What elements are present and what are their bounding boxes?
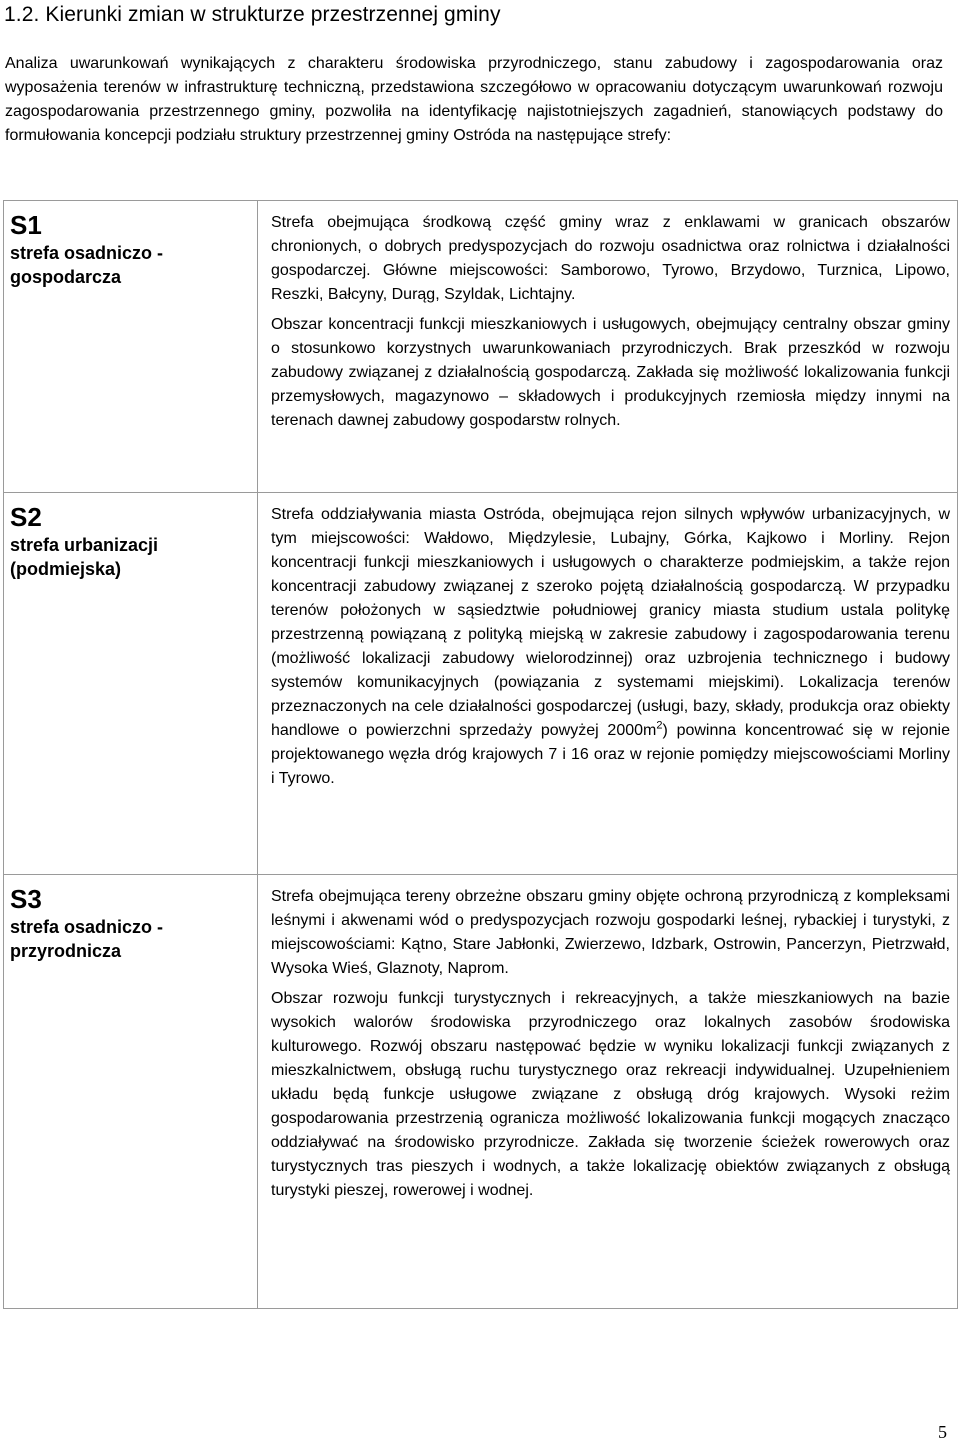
zone-paragraph-text-continued: ) powinna koncentrować się w rejonie projektowanego węzła dróg krajowych 7 i 16 oraz w rejonie pomiędzy miejscowościami Morliny i Tyrowo. (271, 722, 950, 787)
page-number: 5 (938, 1422, 947, 1442)
zone-paragraph: Obszar rozwoju funkcji turystycznych i rekreacyjnych, a także mieszkaniowych na bazie wysokich walorów środowiska przyrodniczego oraz lokalnych zasobów środowiska kulturowego. Rozwój obszaru następować będzie w wyniku lokalizacji funkcji związanych z mieszkalnictwem, obsługą ruchu turystycznego oraz rekreacji indywidualnej. Uzupełnieniem układu będą funkcje usługowe związane z obsługą dróg krajowych. Wysoki reżim gospodarowania przestrzenią ogranicza możliwość lokalizowania funkcji mogących znacząco oddziaływać na środowisko przyrodnicze. Zakłada się tworzenie ścieżek rowerowych oraz turystycznych tras pieszych i wodnych, a także lokalizację obiektów związanych z obsługą turystyki pieszej, rowerowej i wodnej. (271, 990, 950, 1199)
superscript-2: 2 (656, 719, 663, 732)
zone-row-s2 (4, 493, 958, 875)
zone-paragraph: Obszar koncentracji funkcji mieszkaniowych i usługowych, obejmujący centralny obszar gminy o stosunkowo korzystnych uwarunkowaniach przyrodniczych. Brak przeszkód w rozwoju zabudowy związanej z działalnością gospodarczą. Zakłada się możliwość lokalizowania funkcji przemysłowych, magazynowo – składowych i produkcyjnych rzemiosła między innymi na terenach dawnej zabudowy gospodarstw rolnych. (271, 316, 950, 429)
zone-code: S2 (10, 502, 42, 532)
zone-description-cell (258, 875, 958, 1309)
zone-code: S3 (10, 884, 42, 914)
zone-description-cell (258, 201, 958, 493)
section-heading: 1.2. Kierunki zmian w strukturze przestrzennej gminy (4, 3, 501, 26)
zone-paragraph (271, 503, 950, 791)
zone-row-s1 (4, 201, 958, 493)
zone-name: strefa osadniczo - gospodarcza (10, 243, 164, 287)
zone-code: S1 (10, 210, 42, 240)
zone-description-cell (258, 493, 958, 875)
zones-table (3, 200, 958, 1309)
zone-name: strefa osadniczo - przyrodnicza (10, 917, 164, 961)
zone-paragraph: Strefa obejmująca tereny obrzeżne obszaru gminy objęte ochroną przyrodniczą z kompleksami leśnymi i akwenami wód o predyspozycjach rozwoju gospodarki leśnej, rybackiej i turystyki, z miejscowościami: Kątno, Stare Jabłonki, Zwierzewo, Idzbark, Ostrowin, Pancerzyn, Pietrzwałd, Wysoka Wieś, Glaznoty, Naprom. (271, 888, 950, 977)
zone-label-cell (4, 201, 258, 493)
zone-paragraph: Strefa obejmująca środkową część gminy wraz z enklawami w granicach obszarów chronionych, o dobrych predyspozycjach do rozwoju osadnictwa oraz rolnictwa i działalności gospodarczej. Główne miejscowości: Samborowo, Tyrowo, Brzydowo, Turznica, Lipowo, Reszki, Bałcyny, Durąg, Szyldak, Lichtajny. (271, 214, 950, 303)
zone-row-s3 (4, 875, 958, 1309)
zone-label-cell (4, 493, 258, 875)
zone-paragraph-text: Strefa oddziaływania miasta Ostróda, obejmująca rejon silnych wpływów urbanizacyjnych, w tym miejscowości: Wałdowo, Międzylesie, Lubajny, Górka, Kajkowo i Morliny. Rejon koncentracji funkcji mieszkaniowych i usługowych o charakterze podmiejskim, a także rejon koncentracji zabudowy związanej z szeroko pojętą działalnością gospodarczą. W przypadku terenów położonych w sąsiedztwie południowej granicy miasta studium ustala politykę przestrzenną powiązaną z polityką miejską w zakresie zabudowy i zagospodarowania terenu (możliwość lokalizacji zabudowy wielorodzinnej) oraz uzbrojenia technicznego i budowy systemów komunikacyjnych (powiązania z systemami miejskimi). Lokalizacja terenów przeznaczonych na cele działalności gospodarczej (usługi, bazy, składy, produkcja oraz obiekty handlowe o powierzchni sprzedaży powyżej 2000m (271, 506, 950, 739)
zone-label-cell (4, 875, 258, 1309)
intro-paragraph: Analiza uwarunkowań wynikających z charakteru środowiska przyrodniczego, stanu zabudowy i zagospodarowania oraz wyposażenia terenów w infrastrukturę techniczną, przedstawiona szczegółowo w opracowaniu dotyczącym uwarunkowań rozwoju zagospodarowania przestrzennego gminy, pozwoliła na identyfikację najistotniejszych zagadnień, stanowiących podstawy do formułowania koncepcji podziału struktury przestrzennej gminy Ostróda na następujące strefy: (5, 55, 943, 144)
zone-name: strefa urbanizacji (podmiejska) (10, 535, 159, 579)
